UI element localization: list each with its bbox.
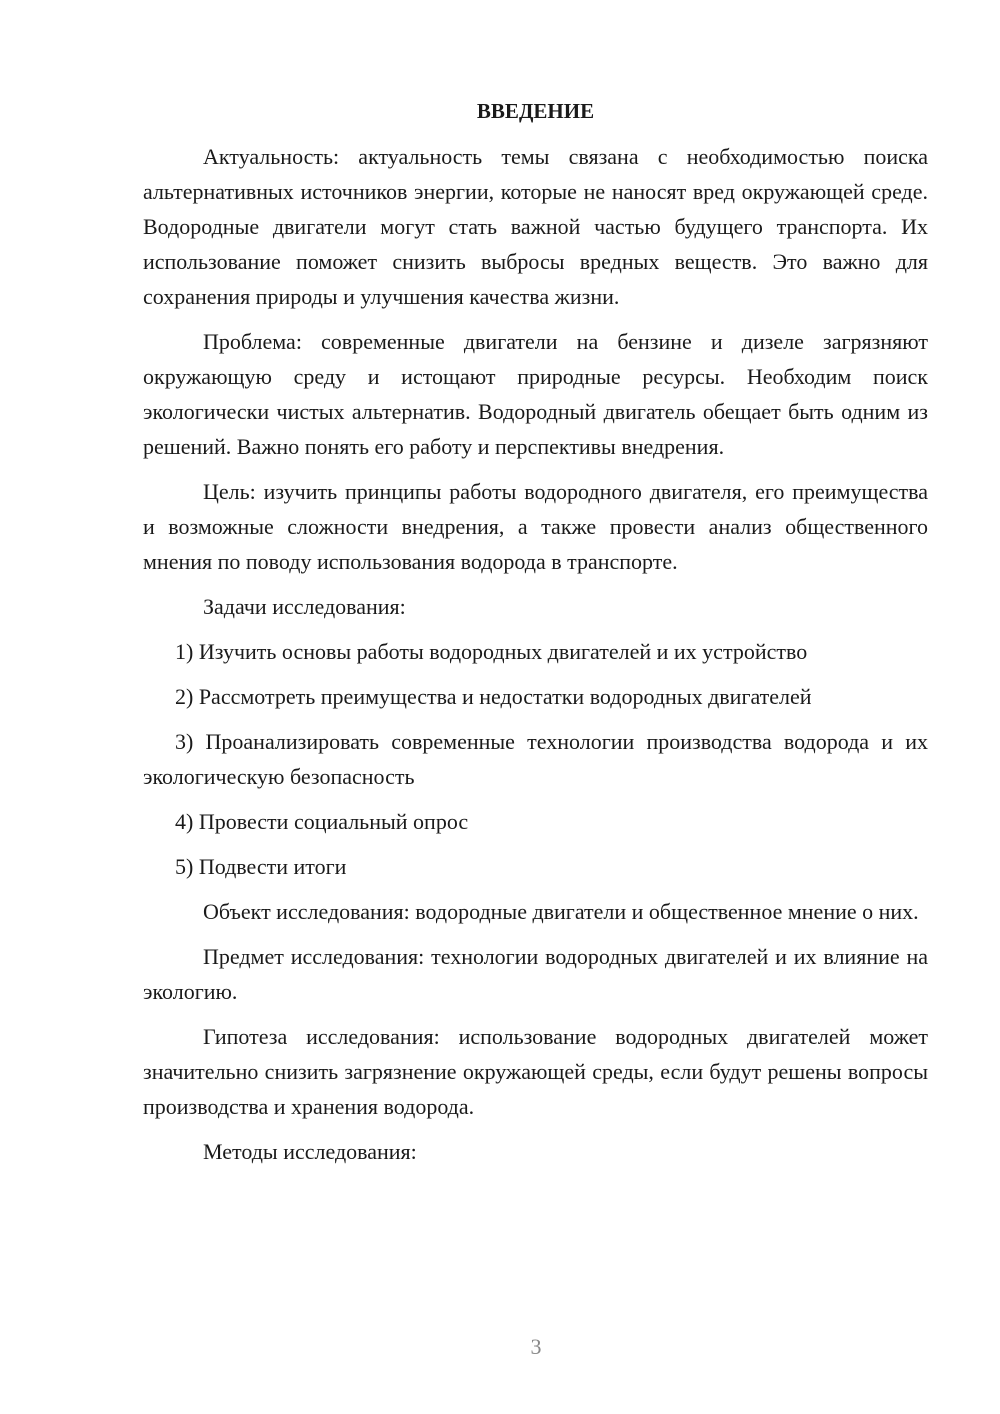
page-content xyxy=(143,96,928,1179)
relevance-paragraph: Актуальность: актуальность темы связана с необходимостью поиска альтернативных источников энергии, которые не наносят вред окружающей среде. Водородные двигатели могут стать важной частью будущего транспорта. Их использование поможет снизить выбросы вредных веществ. Это важно для сохранения природы и улучшения качества жизни. xyxy=(143,144,928,309)
subject-paragraph: Предмет исследования: технологии водородных двигателей и их влияние на экологию. xyxy=(143,944,928,1004)
task-item-4: 4) Провести социальный опрос xyxy=(175,809,469,834)
task-item-2: 2) Рассмотреть преимущества и недостатки водородных двигателей xyxy=(175,684,812,709)
goal-paragraph: Цель: изучить принципы работы водородного двигателя, его преимущества и возможные сложности внедрения, а также провести анализ общественного мнения по поводу использования водорода в транспорте. xyxy=(143,479,928,574)
task-item-3: 3) Проанализировать современные технологии производства водорода и их экологическую безопасность xyxy=(143,729,928,789)
page-number: 3 xyxy=(530,1334,542,1359)
task-item-1: 1) Изучить основы работы водородных двигателей и их устройство xyxy=(175,639,808,664)
object-paragraph: Объект исследования: водородные двигатели и общественное мнение о них. xyxy=(203,899,919,924)
problem-paragraph: Проблема: современные двигатели на бензине и дизеле загрязняют окружающую среду и истощают природные ресурсы. Необходим поиск экологически чистых альтернатив. Водородный двигатель обещает быть одним из решений. Важно понять его работу и перспективы внедрения. xyxy=(143,329,928,459)
hypothesis-paragraph: Гипотеза исследования: использование водородных двигателей может значительно снизить загрязнение окружающей среды, если будут решены вопросы производства и хранения водорода. xyxy=(143,1024,928,1119)
tasks-heading: Задачи исследования: xyxy=(203,594,406,619)
methods-heading: Методы исследования: xyxy=(203,1139,417,1164)
page-title: ВВЕДЕНИЕ xyxy=(476,99,595,123)
task-item-5: 5) Подвести итоги xyxy=(175,854,347,879)
